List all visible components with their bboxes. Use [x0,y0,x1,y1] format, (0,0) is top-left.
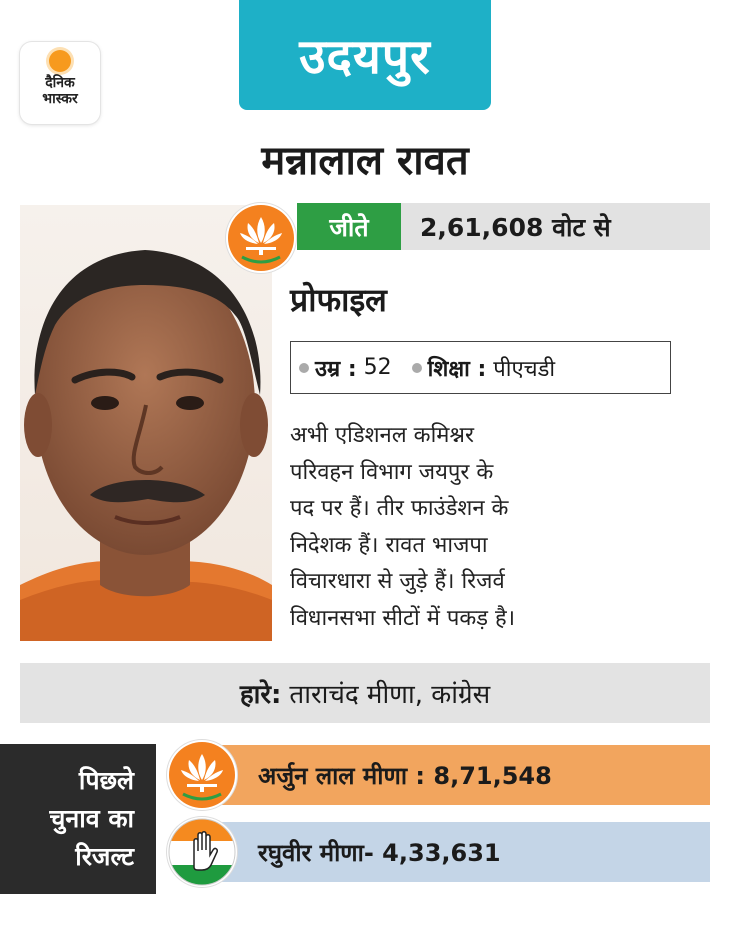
dainik-bhaskar-logo [20,42,100,124]
previous-winner-row [200,745,710,805]
candidate-name: मन्नालाल रावत [261,138,469,184]
bio-line: परिवहन विभाग जयपुर के [290,459,494,485]
city-banner [239,0,491,110]
logo-line-2: भास्कर [42,91,78,107]
previous-winner: अर्जुन लाल मीणा : 8,71,548 [258,761,552,790]
lost-value: ताराचंद मीणा, कांग्रेस [289,680,491,710]
bullet-icon [412,363,422,373]
profile-info-box [290,341,671,394]
age-value: 52 [363,355,392,380]
bio-line: निदेशक हैं। रावत भाजपा [290,532,488,558]
previous-label-line: चुनाव का [49,804,134,833]
age-label: उम्र : [315,356,357,382]
bio-line: अभी एडिशनल कमिश्नर [290,423,474,448]
education-value: पीएचडी [493,356,556,382]
education-item [412,353,555,383]
previous-label-line: पिछले [78,766,134,795]
bio-line: विचारधारा से जुड़े हैं। रिजर्व [290,569,505,594]
city-title: उदयपुर [299,28,431,85]
lost-label: हारे: [239,680,282,710]
congress-hand-icon [167,817,237,887]
bio-line: विधानसभा सीटों में पकड़ है। [290,605,516,631]
previous-runner-up-row [200,822,710,882]
bjp-lotus-icon [167,740,237,810]
profile-title: प्रोफाइल [290,281,387,319]
bio-line: पद पर हैं। तीर फाउंडेशन के [290,496,509,521]
profile-bio [290,418,590,637]
bullet-icon [299,363,309,373]
result-status: जीते [329,212,369,242]
sun-icon [49,50,71,72]
result-margin: 2,61,608 वोट से [420,212,611,242]
previous-label-line: रिजल्ट [75,842,134,871]
age-item [299,353,392,383]
education-label: शिक्षा : [427,356,487,382]
result-status-badge [297,203,401,250]
bjp-lotus-icon [226,203,296,273]
previous-election-label [0,744,156,894]
lost-candidate-bar [20,663,710,723]
logo-line-1: दैनिक [45,75,75,91]
previous-runner-up: रघुवीर मीणा- 4,33,631 [258,838,501,867]
